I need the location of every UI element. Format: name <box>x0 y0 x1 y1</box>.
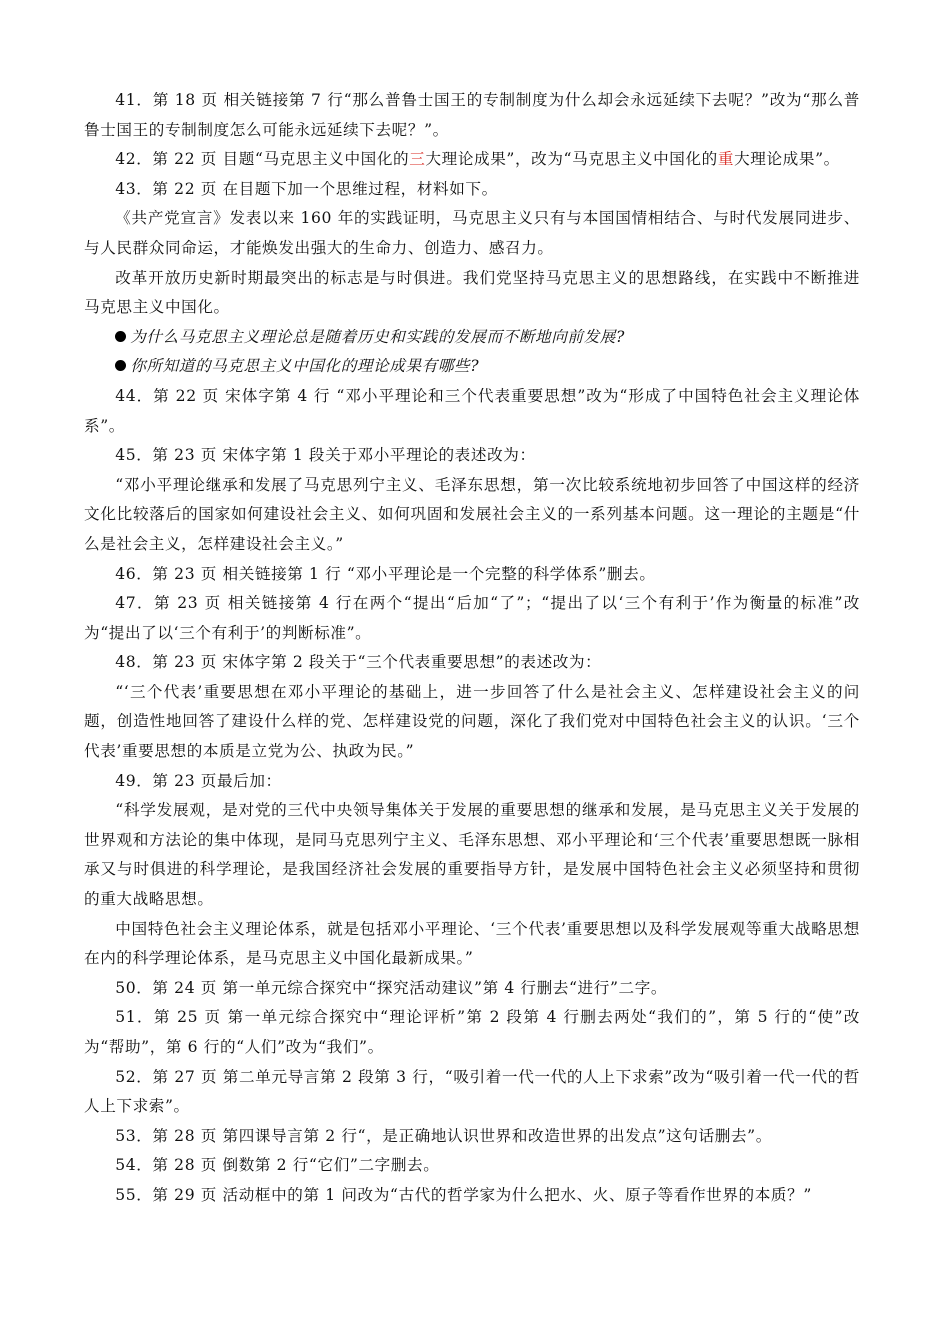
item-text: 45．第 23 页 宋体字第 1 段关于邓小平理论的表述改为： <box>115 446 536 465</box>
highlight-text: 重 <box>717 150 735 169</box>
item-48 <box>84 648 860 678</box>
quote-three-represents <box>84 678 860 767</box>
item-text: “科学发展观，是对党的三代中央领导集体关于发展的重要思想的继承和发展，是马克思主义关于发展的世界观和方法论的集中体现，是同马克思列宁主义、毛泽东思想、邓小平理论和‘三个代表’重要思想既一脉相承又与时俱进的科学理论，是我国经济社会发展的重要指导方针，是发展中国特色社会主义必须坚持和贯彻的重大战略思想。 <box>84 801 860 909</box>
item-text: 大理论成果”。 <box>734 150 840 169</box>
item-text: 46．第 23 页 相关链接第 1 行 “邓小平理论是一个完整的科学体系”删去。 <box>115 564 656 583</box>
item-50 <box>84 974 860 1004</box>
item-43 <box>84 175 860 205</box>
item-text: 43．第 22 页 在目题下加一个思维过程，材料如下。 <box>115 179 498 198</box>
item-text: 50．第 24 页 第一单元综合探究中“探究活动建议”第 4 行删去“进行”二字。 <box>115 978 668 997</box>
item-42 <box>84 145 860 175</box>
quote-deng-theory <box>84 471 860 560</box>
item-text: 41．第 18 页 相关链接第 7 行“那么普鲁士国王的专制制度为什么却会永远延续下去呢？”改为“那么普鲁士国王的专制制度怎么可能永远延续下去呢？”。 <box>84 91 860 139</box>
item-text: 42．第 22 页 目题“马克思主义中国化的 <box>115 150 410 169</box>
item-55 <box>84 1181 860 1211</box>
item-text: 48．第 23 页 宋体字第 2 段关于“三个代表重要思想”的表述改为： <box>115 653 602 672</box>
item-49 <box>84 767 860 797</box>
item-46 <box>84 560 860 590</box>
bullet-text: 为什么马克思主义理论总是随着历史和实践的发展而不断地向前发展? <box>130 327 625 346</box>
item-text: 52．第 27 页 第二单元导言第 2 段第 3 行，“吸引着一代一代的人上下求索”改为“吸引着一代一代的哲人上下求索”。 <box>84 1067 860 1116</box>
item-54 <box>84 1151 860 1181</box>
quote-scientific-development <box>84 796 860 914</box>
item-text: “‘三个代表’重要思想在邓小平理论的基础上，进一步回答了什么是社会主义、怎样建设社会主义的问题，创造性地回答了建设什么样的党、怎样建设党的问题，深化了我们党对中国特色社会主义的认识。‘三个代表’重要思想的本质是立党为公、执政为民。” <box>84 682 860 761</box>
bullet-dot-icon <box>115 331 126 342</box>
material-paragraph-1 <box>84 204 860 263</box>
highlight-text: 三 <box>409 150 426 169</box>
item-45 <box>84 441 860 471</box>
item-text: 53．第 28 页 第四课导言第 2 行“，是正确地认识世界和改造世界的出发点”这句话删去”。 <box>115 1126 772 1145</box>
item-text: 55．第 29 页 活动框中的第 1 问改为“古代的哲学家为什么把水、火、原子等看作世界的本质？” <box>115 1185 812 1204</box>
bullet-dot-icon <box>115 360 126 371</box>
bullet-text: 你所知道的马克思主义中国化的理论成果有哪些? <box>130 357 480 376</box>
item-text: 《共产党宣言》发表以来 160 年的实践证明，马克思主义只有与本国国情相结合、与时代发展同进步、与人民群众同命运，才能焕发出强大的生命力、创造力、感召力。 <box>84 209 860 257</box>
item-text: 改革开放历史新时期最突出的标志是与时俱进。我们党坚持马克思主义的思想路线，在实践中不断推进马克思主义中国化。 <box>84 268 860 317</box>
quote-theory-system <box>84 915 860 974</box>
item-text: 51．第 25 页 第一单元综合探究中“理论评析”第 2 段第 4 行删去两处“我们的”，第 5 行的“使”改为“帮助”，第 6 行的“人们”改为“我们”。 <box>84 1008 860 1056</box>
item-52 <box>84 1063 860 1122</box>
item-47 <box>84 589 860 648</box>
item-text: 中国特色社会主义理论体系，就是包括邓小平理论、‘三个代表’重要思想以及科学发展观等重大战略思想在内的科学理论体系，是马克思主义中国化最新成果。” <box>84 919 860 968</box>
item-text: 47．第 23 页 相关链接第 4 行在两个“提出“后加“了”；“提出了以‘三个有利于’作为衡量的标准”改为“提出了以‘三个有利于’的判断标准”。 <box>84 594 860 642</box>
item-text: 54．第 28 页 倒数第 2 行“它们”二字删去。 <box>115 1156 440 1175</box>
item-44 <box>84 382 860 441</box>
item-text: “邓小平理论继承和发展了马克思列宁主义、毛泽东思想，第一次比较系统地初步回答了中国这样的经济文化比较落后的国家如何建设社会主义、如何巩固和发展社会主义的一系列基本问题。这一理论的主题是“什么是社会主义，怎样建设社会主义。” <box>84 475 860 553</box>
item-text: 49．第 23 页最后加： <box>115 771 282 790</box>
item-51 <box>84 1003 860 1062</box>
material-paragraph-2 <box>84 264 860 323</box>
question-bullet-2 <box>84 352 860 382</box>
item-text: 大理论成果”，改为“马克思主义中国化的 <box>425 150 718 169</box>
question-bullet-1 <box>84 323 860 353</box>
item-53 <box>84 1122 860 1152</box>
item-41 <box>84 86 860 145</box>
item-text: 44．第 22 页 宋体字第 4 行 “邓小平理论和三个代表重要思想”改为“形成了中国特色社会主义理论体系”。 <box>84 386 860 435</box>
